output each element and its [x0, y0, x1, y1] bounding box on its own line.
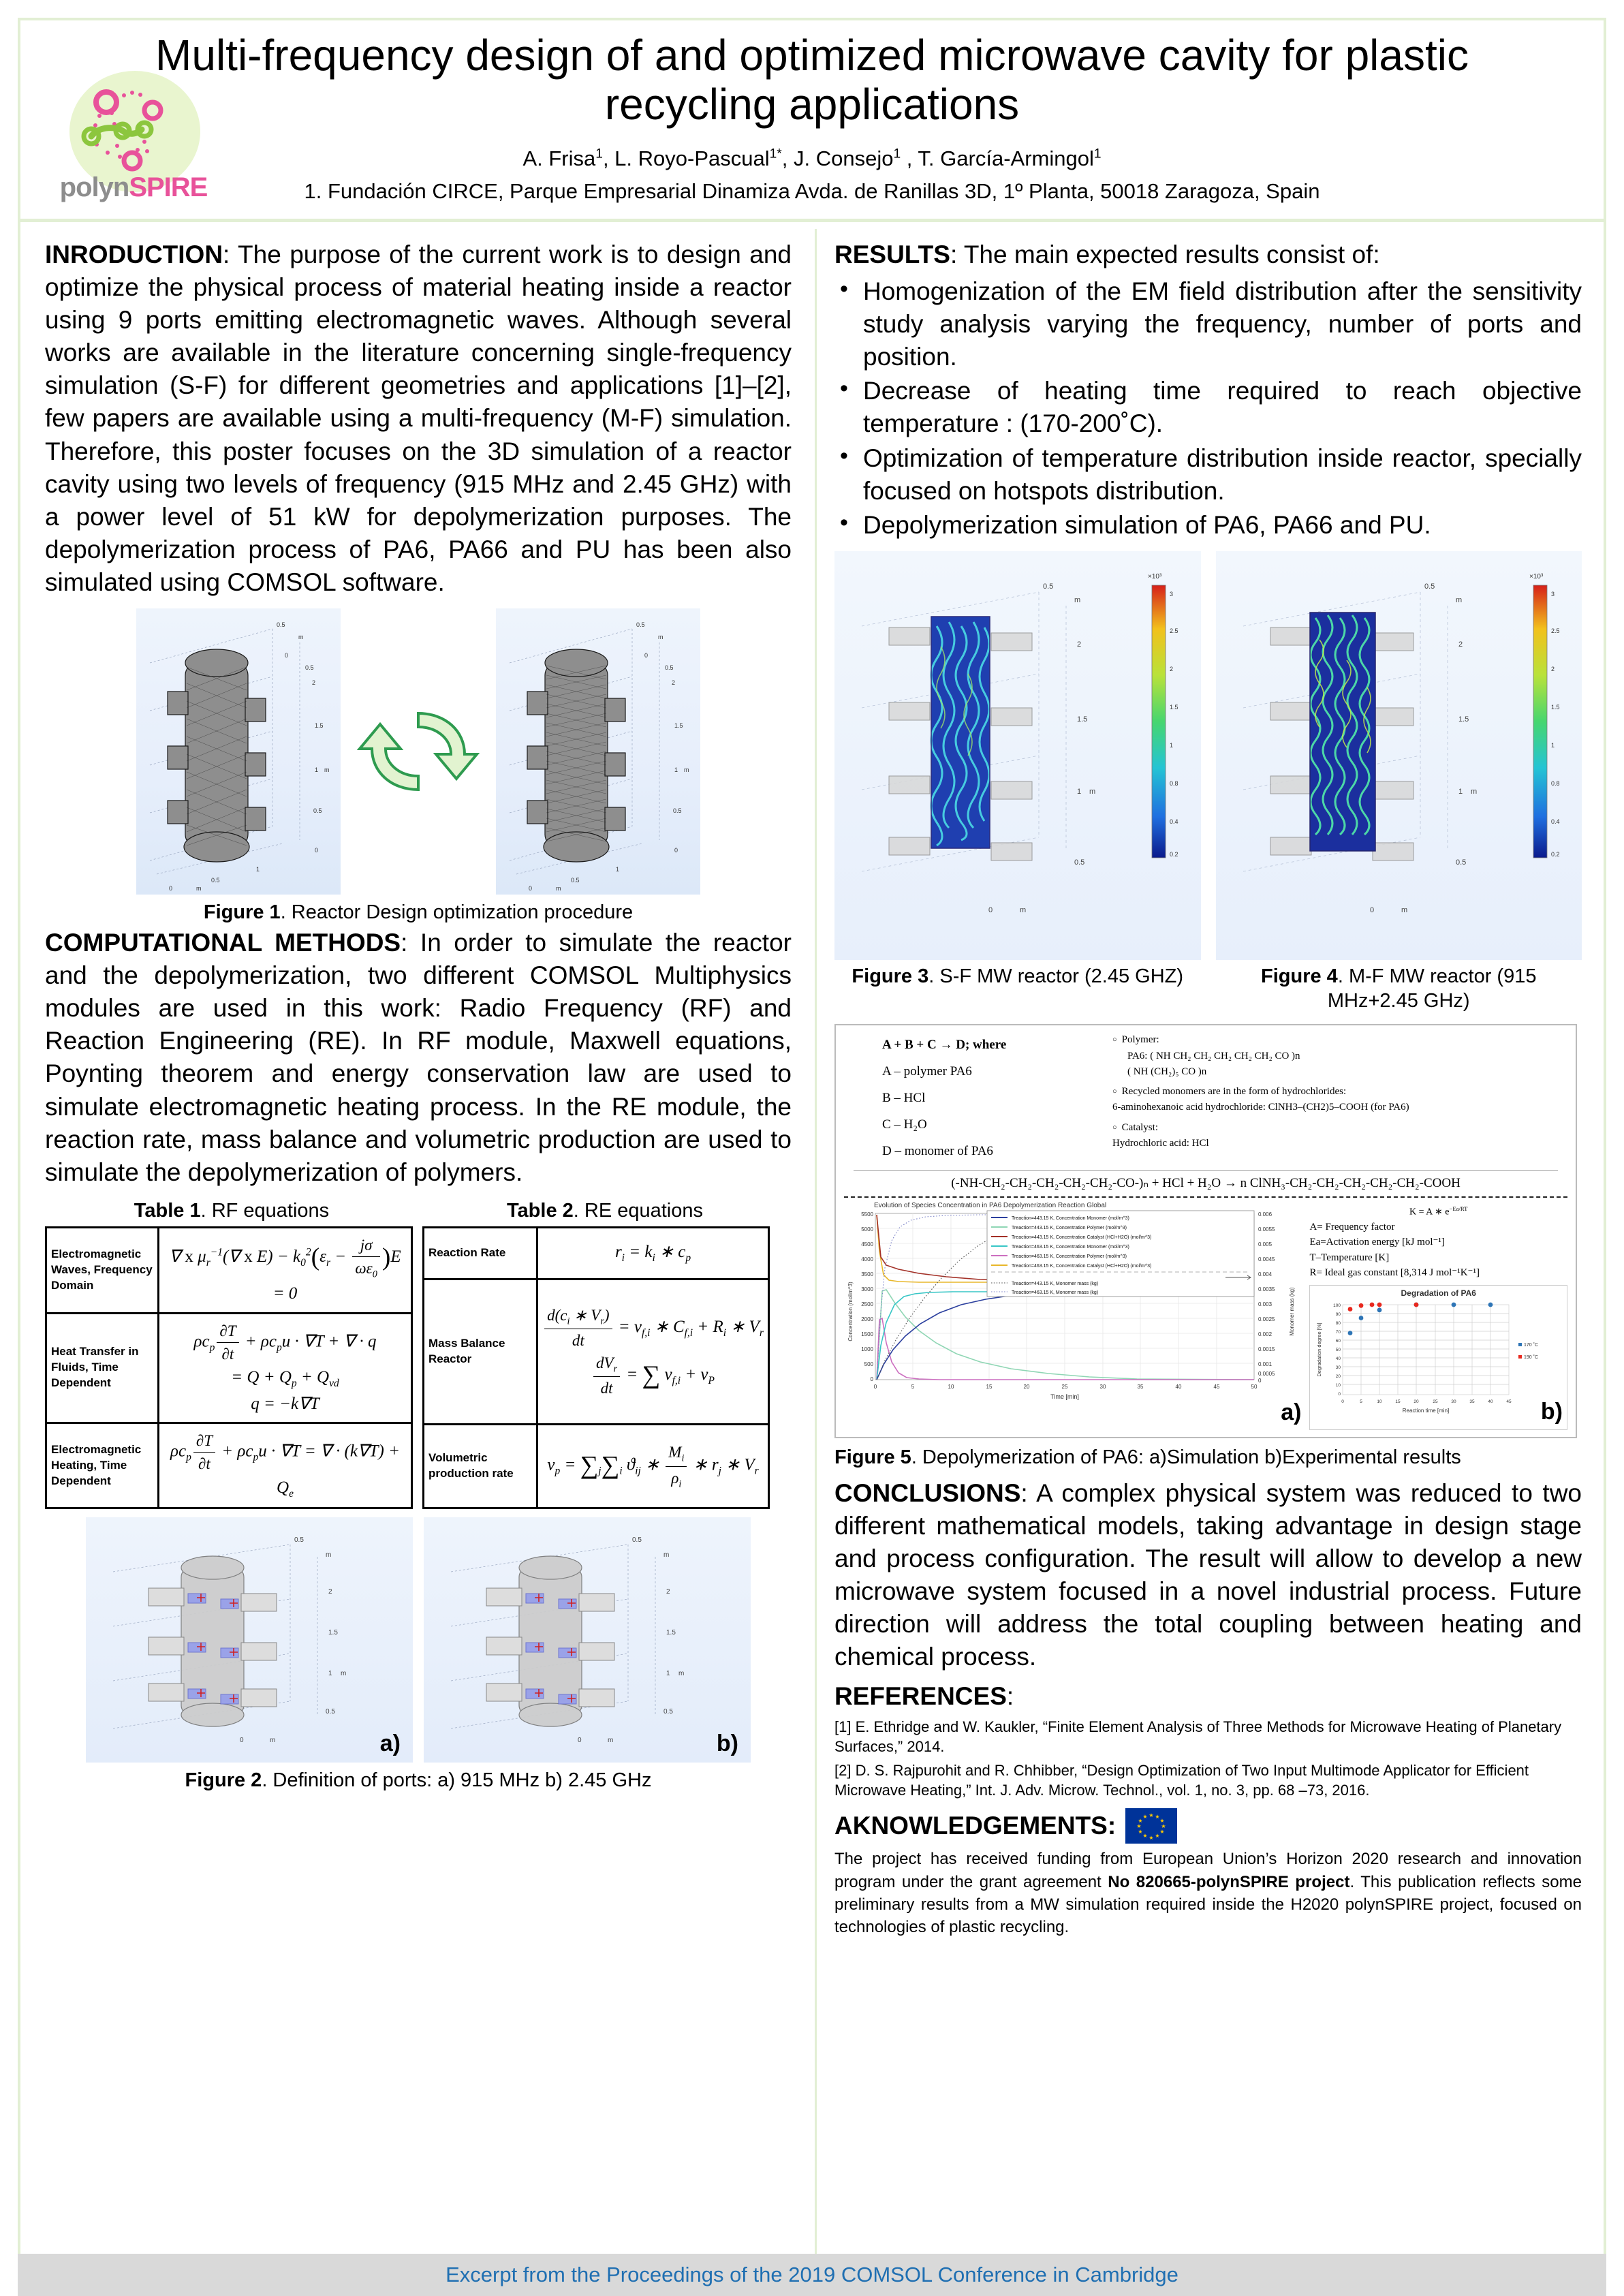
svg-text:★: ★ [1149, 1835, 1154, 1842]
re-equation-2: $v_p = \sum_j\sum_i$ $ϑ_{ij}$ ∗ $\frac{M_i}{\rho_i}$ ∗ $r_j$ ∗ $V_r$ [537, 1425, 769, 1508]
svg-text:1: 1 [315, 766, 319, 774]
rf-row-label-1: Heat Transfer in Fluids, Time Dependent [46, 1313, 159, 1423]
figure-2-label: Figure 2 [185, 1769, 262, 1792]
svg-text:0.4: 0.4 [1550, 818, 1560, 825]
results-lead-text: : The main expected results consist of: [950, 241, 1380, 268]
svg-text:5: 5 [1360, 1399, 1363, 1404]
logo-word-polyn: polyn [59, 172, 129, 202]
svg-text:0.8: 0.8 [1170, 779, 1178, 787]
svg-text:1: 1 [616, 866, 620, 873]
rf-row-label-0: Electromagnetic Waves, Frequency Domain [46, 1227, 159, 1313]
svg-text:★: ★ [1138, 1818, 1143, 1825]
table-2-caption-text: . RE equations [573, 1199, 703, 1222]
svg-text:0.002: 0.002 [1258, 1331, 1272, 1338]
svg-text:2: 2 [328, 1588, 332, 1596]
ack-part-2: . This publication reflects some preliminary results from a MW simulation required inside the H2020 polynSPIRE project, focused on technologies of plastic recycling. [834, 1872, 1582, 1936]
chemistry-definitions [844, 1032, 1107, 1165]
port-definition-245ghz-image [424, 1517, 751, 1763]
svg-text:0: 0 [1258, 1378, 1262, 1384]
chemistry-block [844, 1032, 1567, 1165]
svg-text:30: 30 [1451, 1399, 1457, 1404]
mf-mw-reactor-field-image [1216, 551, 1582, 960]
svg-text:★: ★ [1161, 1823, 1166, 1830]
svg-text:1: 1 [1550, 741, 1555, 749]
svg-text:190 ˚C: 190 ˚C [1524, 1354, 1539, 1360]
svg-text:50: 50 [1336, 1347, 1341, 1352]
computational-methods-text: : In order to simulate the reactor and the depolymerization, two different COMSOL Multiphysics modules are used in this work: Radio Frequency (RF) and Reaction Engineering (RE). In RF module, Maxwell equations, Poynting theorem and energy conservation law are used to simulate electromagnetic heating process. In the RE module, the reaction rate, mass balance and volumetric production are used to simulate the depolymerization of polymers. [45, 929, 792, 1186]
svg-text:1: 1 [666, 1670, 670, 1678]
list-item: • Optimization of temperature distribution inside reactor, specially focused on hotspots distribution. [834, 442, 1582, 508]
svg-text:2: 2 [1077, 640, 1082, 649]
table-2-caption [418, 1200, 792, 1222]
results-bullet-list [834, 275, 1582, 542]
arrhenius-line-2: T–Temperature [K] [1309, 1252, 1390, 1263]
svg-text:0: 0 [285, 652, 289, 660]
figure-5-panel [834, 1024, 1577, 1438]
affiliation: 1. Fundación CIRCE, Parque Empresarial Dinamiza Avda. de Ranillas 3D, 1º Planta, 50018 Zaragoza, Spain [304, 179, 1320, 203]
figure-5-label: Figure 5 [834, 1446, 911, 1468]
list-item: • Depolymerization simulation of PA6, PA66 and PU. [834, 509, 1582, 542]
table-row [46, 1313, 412, 1423]
introduction-text: : The purpose of the current work is to design and optimize the physical process of material heating inside a reactor using 9 ports emitting electromagnetic waves. Although several works are available in the literature concerning single-frequency simulation (S-F) for different geometries and applications [1]–[2], few papers are available using a multi-frequency (M-F) simulation. Therefore, this poster focuses on the 3D simulation of a reactor cavity using two levels of frequency (915 MHz and 2.45 GHz) with a power level of 51 kW for depolymerization purposes. The depolymerization process of PA6, PA66 and PU has been also simulated using COMSOL software. [45, 241, 792, 596]
svg-text:5: 5 [911, 1384, 915, 1391]
svg-text:0.0005: 0.0005 [1258, 1371, 1275, 1378]
global-reaction-equation: (-NH-CH₂-CH₂-CH₂-CH₂-CH₂-CO-)ₙ + HCl + H₂O → n ClNH₃-CH₂-CH₂-CH₂-CH₂-CH₂-COOH [951, 1176, 1461, 1191]
svg-text:3: 3 [1550, 590, 1555, 598]
svg-text:20: 20 [1336, 1374, 1341, 1379]
svg-text:1.5: 1.5 [1550, 703, 1560, 711]
svg-text:90: 90 [1336, 1312, 1341, 1317]
figure-2 [45, 1517, 792, 1763]
svg-text:50: 50 [1251, 1384, 1258, 1391]
table-row [424, 1279, 769, 1425]
svg-text:0.5: 0.5 [277, 621, 285, 629]
table-re-equations [422, 1226, 770, 1509]
degradation-chart [1309, 1285, 1567, 1430]
table-rf-equations [45, 1226, 413, 1509]
svg-text:1.5: 1.5 [1458, 715, 1469, 724]
svg-text:0.5: 0.5 [665, 664, 674, 672]
svg-text:0: 0 [1338, 1391, 1341, 1397]
svg-text:★: ★ [1149, 1812, 1154, 1819]
table-row [424, 1227, 769, 1279]
svg-text:m: m [556, 885, 561, 893]
svg-text:3: 3 [1170, 590, 1174, 598]
svg-text:m: m [270, 1737, 276, 1745]
figure-1-caption [45, 901, 792, 924]
svg-text:0: 0 [870, 1376, 873, 1383]
svg-text:0.5: 0.5 [294, 1536, 304, 1545]
conference-footer: Excerpt from the Proceedings of the 2019 COMSOL Conference in Cambridge [18, 2254, 1606, 2296]
table-2-label: Table 2 [506, 1199, 574, 1222]
svg-text:3500: 3500 [861, 1271, 873, 1278]
svg-text:25: 25 [1061, 1384, 1068, 1391]
svg-text:★: ★ [1142, 1833, 1148, 1840]
svg-text:Treaction=463.15 K, Concentrat: Treaction=463.15 K, Concentration Catalyst (HCl+H2O) (mol/m^3) [1012, 1264, 1152, 1269]
svg-text:×10³: ×10³ [1529, 572, 1543, 580]
svg-text:0.5: 0.5 [636, 621, 645, 629]
reactor-mesh-coarse-image [136, 608, 341, 895]
svg-text:0.5: 0.5 [326, 1708, 335, 1716]
svg-text:★: ★ [1159, 1818, 1165, 1825]
svg-text:0: 0 [1369, 905, 1374, 914]
svg-text:1: 1 [256, 866, 260, 873]
svg-text:Treaction=463.15 K, Concentrat: Treaction=463.15 K, Concentration Polymer (mol/m^3) [1012, 1254, 1127, 1260]
figure-2a-label: a) [379, 1731, 401, 1757]
recycled-label: ○ Recycled monomers are in the form of hydrochlorides: [1112, 1084, 1567, 1100]
svg-text:2: 2 [1170, 665, 1174, 672]
svg-text:m: m [1020, 905, 1027, 914]
svg-text:m: m [341, 1670, 347, 1678]
svg-text:★: ★ [1155, 1833, 1160, 1840]
figure-2-caption-text: . Definition of ports: a) 915 MHz b) 2.45 GHz [262, 1769, 652, 1792]
svg-text:45: 45 [1213, 1384, 1220, 1391]
svg-text:0: 0 [529, 885, 533, 893]
svg-text:40: 40 [1336, 1356, 1341, 1361]
svg-text:70: 70 [1336, 1329, 1341, 1335]
figure-1-label: Figure 1 [203, 901, 281, 924]
svg-text:0.5: 0.5 [673, 807, 682, 815]
figure-4-label: Figure 4 [1261, 965, 1338, 987]
svg-text:0.0055: 0.0055 [1258, 1226, 1275, 1233]
rf-row-label-2: Electromagnetic Heating, Time Dependent [46, 1423, 159, 1508]
svg-text:m: m [196, 885, 202, 893]
chemistry-def-d: D – monomer of PA6 [882, 1144, 993, 1159]
svg-text:m: m [1401, 905, 1407, 914]
acknowledgements-header [834, 1808, 1582, 1844]
figure-4-caption-text: . M-F MW reactor (915 MHz+2.45 GHz) [1327, 965, 1537, 1012]
svg-text:2: 2 [312, 679, 316, 687]
arrhenius-block [1309, 1205, 1567, 1281]
references-heading-line: REFERENCES: [834, 1682, 1014, 1711]
rf-equation-1: $\rho c_p$ $\frac{\partial T}{\partial t}$ + $\rho c_pu \cdot \nabla T$ + ∇ · q = $Q + Q_p + Q_{vd}$ q = −k∇T [159, 1313, 412, 1423]
author-list: A. Frisa$^1$, L. Royo-Pascual$^{1*}$, J. Consejo$^1$ , T. García-Armingol$^1$ [522, 146, 1102, 171]
svg-text:0: 0 [873, 1384, 877, 1391]
svg-text:Degradation degree [%]: Degradation degree [%] [1316, 1322, 1323, 1377]
acknowledgements-text [834, 1848, 1582, 1938]
svg-text:m: m [658, 634, 663, 641]
results-lead [834, 238, 1582, 271]
svg-text:2: 2 [666, 1588, 670, 1596]
computational-methods-paragraph [45, 927, 792, 1189]
page-title: Multi-frequency design of and optimized microwave cavity for plastic recycling applications [155, 31, 1469, 129]
svg-text:0.5: 0.5 [1074, 858, 1085, 867]
figure-2-caption [45, 1769, 792, 1792]
chart-a-svg [844, 1209, 1302, 1407]
chart-b-title: Degradation of PA6 [1401, 1288, 1476, 1298]
svg-text:1.5: 1.5 [674, 722, 683, 730]
chemistry-def-a: A – polymer PA6 [882, 1064, 972, 1079]
svg-text:0: 0 [315, 847, 319, 854]
figure-5a-label: a) [1281, 1399, 1302, 1425]
svg-text:0.5: 0.5 [211, 877, 220, 884]
svg-text:1: 1 [1170, 741, 1174, 749]
logo-word-spire: SPIRE [129, 172, 208, 202]
re-equation-0: $r_i = k_i$ ∗ $c_p$ [537, 1227, 769, 1279]
svg-text:2: 2 [672, 679, 676, 687]
figure-5-plots [844, 1202, 1567, 1430]
chart-b-svg [1313, 1299, 1563, 1423]
svg-text:Reaction time [min]: Reaction time [min] [1403, 1407, 1450, 1414]
svg-text:10: 10 [1377, 1399, 1383, 1404]
arrhenius-line-3: R= Ideal gas constant [8,314 J mol⁻¹K⁻¹] [1309, 1267, 1480, 1279]
table-1-caption [45, 1200, 418, 1222]
conclusions-text: : A complex physical system was reduced to two different mathematical models, taking advantage in design stage and process configuration. The result will allow to develop a new microwave system focused in a novel industrial process. Future direction will address the total coupling between heating and chemical process. [834, 1478, 1582, 1671]
svg-text:1000: 1000 [861, 1346, 873, 1353]
species-concentration-chart [844, 1202, 1305, 1430]
table-1-caption-text: . RF equations [200, 1199, 330, 1222]
figure-2b-label: b) [716, 1731, 738, 1757]
arrhenius-line-0: A= Frequency factor [1309, 1221, 1395, 1232]
svg-text:2.5: 2.5 [1170, 627, 1178, 634]
pa6-formula-2: ( NH (CH₂)₅ CO )n [1127, 1066, 1207, 1077]
sf-mw-reactor-field-image [834, 551, 1201, 960]
polynspire-logo [52, 71, 215, 214]
arrhenius-equation: K = A ∗ $e^{-Ea/RT}$ [1409, 1205, 1468, 1217]
svg-text:0.2: 0.2 [1550, 850, 1560, 858]
svg-text:0: 0 [988, 905, 993, 914]
svg-text:5000: 5000 [861, 1226, 873, 1233]
re-row-label-2: Volumetric production rate [424, 1425, 537, 1508]
svg-text:0.4: 0.4 [1170, 818, 1178, 825]
svg-text:35: 35 [1469, 1399, 1475, 1404]
svg-text:0: 0 [169, 885, 173, 893]
re-equation-1: $\frac{d(c_i ∗ V_r)}{dt}$ = $v_{f,i}$ ∗ $C_{f,i} + R_i$ ∗ $V_r$ $\frac{dV_r}{dt}$ = ∑ $v_{f,i} + v_P$ [537, 1279, 769, 1425]
catalyst-label: ○ Catalyst: [1112, 1120, 1567, 1136]
figure-3-caption [834, 964, 1201, 1014]
svg-text:★: ★ [1138, 1829, 1143, 1835]
figure-1-caption-text: . Reactor Design optimization procedure [280, 901, 634, 924]
svg-text:3000: 3000 [861, 1286, 873, 1293]
svg-text:20: 20 [1023, 1384, 1030, 1391]
svg-text:40: 40 [1488, 1399, 1494, 1404]
figure-5-caption [834, 1446, 1582, 1469]
svg-text:0: 0 [240, 1737, 244, 1745]
svg-text:0.2: 0.2 [1170, 850, 1178, 858]
svg-text:10: 10 [1336, 1382, 1341, 1388]
svg-text:0: 0 [674, 847, 678, 854]
svg-text:Treaction=443.15 K, Concentrat: Treaction=443.15 K, Concentration Catalyst (HCl+H2O) (mol/m^3) [1012, 1235, 1152, 1241]
svg-text:30: 30 [1099, 1384, 1106, 1391]
chemistry-notes [1112, 1032, 1567, 1165]
ack-grant-number: No 820665-polynSPIRE project [1108, 1872, 1350, 1891]
chart-a-title: Evolution of Species Concentration in PA6 Depolymerization Reaction Global [874, 1202, 1107, 1210]
poster-header [18, 18, 1606, 222]
figure-5b-label: b) [1540, 1398, 1563, 1425]
figure-5-caption-text: . Depolymerization of PA6: a)Simulation b)Experimental results [911, 1446, 1461, 1468]
recycle-arrows-icon [350, 683, 486, 820]
table-captions-row [45, 1200, 792, 1222]
equation-tables [45, 1226, 792, 1509]
list-item: • Homogenization of the EM field distribution after the sensitivity study analysis varying the frequency, number of ports and position. [834, 275, 1582, 373]
svg-text:★: ★ [1155, 1814, 1160, 1820]
svg-text:0.5: 0.5 [1043, 582, 1054, 591]
svg-text:m: m [1455, 595, 1462, 604]
svg-text:0.006: 0.006 [1258, 1211, 1272, 1218]
figure-4-caption [1216, 964, 1582, 1014]
figure-3-label: Figure 3 [852, 965, 929, 987]
introduction-heading: INRODUCTION [45, 241, 223, 268]
svg-text:2: 2 [1458, 640, 1463, 649]
svg-text:0: 0 [578, 1737, 582, 1745]
svg-text:1.5: 1.5 [315, 722, 324, 730]
svg-text:m: m [1074, 595, 1081, 604]
left-column [18, 229, 815, 2254]
svg-text:4500: 4500 [861, 1241, 873, 1248]
svg-text:0.5: 0.5 [663, 1708, 673, 1716]
svg-text:0: 0 [1341, 1399, 1345, 1404]
port-definition-915mhz-image [86, 1517, 413, 1763]
svg-text:1.5: 1.5 [666, 1629, 676, 1637]
ack-part-1: The project has received funding from European Union’s Horizon 2020 research and innovation program under the grant agreement [834, 1850, 1582, 1891]
svg-text:m: m [663, 1551, 670, 1560]
svg-text:45: 45 [1506, 1399, 1512, 1404]
re-row-label-0: Reaction Rate [424, 1227, 537, 1279]
svg-text:★: ★ [1136, 1823, 1142, 1830]
svg-text:★: ★ [1142, 1814, 1148, 1820]
rf-equation-2: $\rho c_p$ $\frac{\partial T}{\partial t}$ + $\rho c_pu \cdot \nabla T$ = ∇ · $(k\nabla T) + Q_e$ [159, 1423, 412, 1508]
svg-text:40: 40 [1175, 1384, 1182, 1391]
conclusions-paragraph [834, 1477, 1582, 1674]
svg-text:Treaction=443.15 K, Concentrat: Treaction=443.15 K, Concentration Monomer (mol/m^3) [1012, 1216, 1129, 1222]
chemistry-def-b: B – HCl [882, 1091, 926, 1106]
reference-item: [1] E. Ethridge and W. Kaukler, “Finite Element Analysis of Three Methods for Microwave Heating of Planetary Surfaces,” 2014. [834, 1718, 1562, 1756]
degradation-chart-panel [1309, 1202, 1567, 1430]
chemistry-divider [854, 1170, 1558, 1171]
svg-text:1: 1 [328, 1670, 332, 1678]
svg-text:100: 100 [1333, 1303, 1341, 1308]
svg-text:20: 20 [1414, 1399, 1420, 1404]
figure-5-divider [844, 1196, 1567, 1198]
re-row-label-1: Mass Balance Reactor [424, 1279, 537, 1425]
svg-text:170 ˚C: 170 ˚C [1524, 1342, 1539, 1348]
svg-text:1: 1 [674, 766, 678, 774]
pa6-formula-1: PA6: ( NH CH₂ CH₂ CH₂ CH₂ CH₂ CO )n [1127, 1050, 1300, 1061]
svg-text:0.5: 0.5 [305, 664, 314, 672]
svg-text:Treaction=463.15 K, Concentrat: Treaction=463.15 K, Concentration Monomer (mol/m^3) [1012, 1245, 1129, 1250]
svg-text:1.5: 1.5 [1170, 703, 1178, 711]
svg-text:0.8: 0.8 [1550, 779, 1560, 787]
table-row [424, 1425, 769, 1508]
svg-text:★: ★ [1159, 1829, 1165, 1835]
svg-text:0.004: 0.004 [1258, 1271, 1272, 1278]
references-heading: REFERENCES [834, 1682, 1007, 1711]
svg-text:2500: 2500 [861, 1301, 873, 1308]
table-row [46, 1423, 412, 1508]
arrhenius-line-1: Ea=Activation energy [kJ mol⁻¹] [1309, 1237, 1445, 1248]
introduction-paragraph [45, 238, 792, 599]
svg-text:0.003: 0.003 [1258, 1301, 1272, 1308]
conclusions-heading: CONCLUSIONS [834, 1478, 1021, 1507]
svg-text:35: 35 [1137, 1384, 1144, 1391]
list-item: • Decrease of heating time required to reach objective temperature : (170-200˚C). [834, 375, 1582, 440]
computational-methods-heading: COMPUTATIONAL METHODS [45, 929, 401, 957]
svg-text:Treaction=443.15 K, Concentrat: Treaction=443.15 K, Concentration Polymer (mol/m^3) [1012, 1226, 1127, 1231]
svg-text:2.5: 2.5 [1550, 627, 1560, 634]
svg-text:Monomer mass (kg): Monomer mass (kg) [1289, 1287, 1295, 1336]
svg-text:m: m [1470, 787, 1477, 796]
reactor-mesh-fine-image [496, 608, 700, 895]
svg-text:25: 25 [1433, 1399, 1439, 1404]
svg-text:0.001: 0.001 [1258, 1361, 1272, 1368]
svg-text:0.005: 0.005 [1258, 1241, 1272, 1248]
svg-text:500: 500 [864, 1361, 873, 1368]
figure-1 [45, 608, 792, 895]
svg-text:Treaction=463.15 K, Monomer ma: Treaction=463.15 K, Monomer mass (kg) [1012, 1290, 1099, 1296]
table-1-label: Table 1 [134, 1199, 201, 1222]
svg-text:m: m [324, 766, 330, 774]
svg-text:Time [min]: Time [min] [1050, 1393, 1079, 1401]
acknowledgements-heading: AKNOWLEDGEMENTS: [834, 1812, 1116, 1840]
polymer-label: ○ Polymer: [1112, 1032, 1567, 1048]
svg-text:Concentration (mol/m^3): Concentration (mol/m^3) [847, 1282, 854, 1341]
svg-text:0.0025: 0.0025 [1258, 1316, 1275, 1323]
figures-3-4-captions [834, 964, 1582, 1014]
svg-text:1: 1 [1077, 787, 1082, 796]
svg-text:m: m [298, 634, 304, 641]
svg-text:2: 2 [1550, 665, 1555, 672]
svg-text:0.5: 0.5 [1455, 858, 1466, 867]
svg-text:80: 80 [1336, 1320, 1341, 1326]
svg-text:Treaction=443.15 K, Monomer ma: Treaction=443.15 K, Monomer mass (kg) [1012, 1282, 1099, 1287]
svg-text:m: m [678, 1670, 685, 1678]
recycled-formula: 6-aminohexanoic acid hydrochloride: ClNH3–(CH2)5–COOH (for PA6) [1112, 1102, 1409, 1113]
svg-text:0.5: 0.5 [313, 807, 322, 815]
svg-text:2000: 2000 [861, 1316, 873, 1323]
svg-text:15: 15 [1395, 1399, 1401, 1404]
svg-text:15: 15 [986, 1384, 993, 1391]
reference-item: [2] D. S. Rajpurohit and R. Chhibber, “Design Optimization of Two Input Multimode Applicator for Efficient Microwave Heating,” Int. J. Adv. Microw. Technol., vol. 1, no. 3, pp. 68 –73, 2016. [834, 1762, 1529, 1799]
chemistry-def-c: C – H₂O [882, 1117, 927, 1132]
svg-text:×10³: ×10³ [1148, 572, 1162, 580]
svg-text:0.0035: 0.0035 [1258, 1286, 1275, 1293]
logo-wordmark [52, 172, 215, 203]
svg-text:60: 60 [1336, 1338, 1341, 1344]
svg-text:m: m [684, 766, 689, 774]
svg-text:0: 0 [644, 652, 649, 660]
catalyst-formula: Hydrochloric acid: HCl [1112, 1137, 1209, 1149]
eu-flag-icon [1125, 1808, 1177, 1844]
svg-text:m: m [608, 1737, 614, 1745]
rf-equation-0: ∇ x $\mu_r^{-1}(\nabla$ x $E) - k_0^2(\varepsilon_r$ − $\frac{j\sigma}{\omega\varepsilon_0}$ )E = 0 [159, 1227, 412, 1313]
svg-text:0.5: 0.5 [1424, 582, 1435, 591]
svg-text:0.0045: 0.0045 [1258, 1256, 1275, 1263]
svg-text:1500: 1500 [861, 1331, 873, 1338]
svg-text:5500: 5500 [861, 1211, 873, 1218]
results-heading: RESULTS [834, 241, 950, 268]
chemistry-reaction: A + B + C → D; where [882, 1038, 1007, 1053]
figure-3-caption-text: . S-F MW reactor (2.45 GHZ) [928, 965, 1184, 987]
svg-text:1.5: 1.5 [328, 1629, 338, 1637]
right-column [815, 229, 1605, 2254]
svg-text:0.0015: 0.0015 [1258, 1346, 1275, 1353]
svg-text:30: 30 [1336, 1365, 1341, 1370]
svg-text:1.5: 1.5 [1077, 715, 1088, 724]
svg-text:m: m [326, 1551, 332, 1560]
svg-text:m: m [1089, 787, 1096, 796]
svg-text:10: 10 [948, 1384, 954, 1391]
table-row [46, 1227, 412, 1313]
svg-text:0.5: 0.5 [632, 1536, 642, 1545]
svg-text:0.5: 0.5 [571, 877, 580, 884]
svg-text:1: 1 [1458, 787, 1463, 796]
svg-text:4000: 4000 [861, 1256, 873, 1263]
figures-3-and-4 [834, 551, 1582, 960]
